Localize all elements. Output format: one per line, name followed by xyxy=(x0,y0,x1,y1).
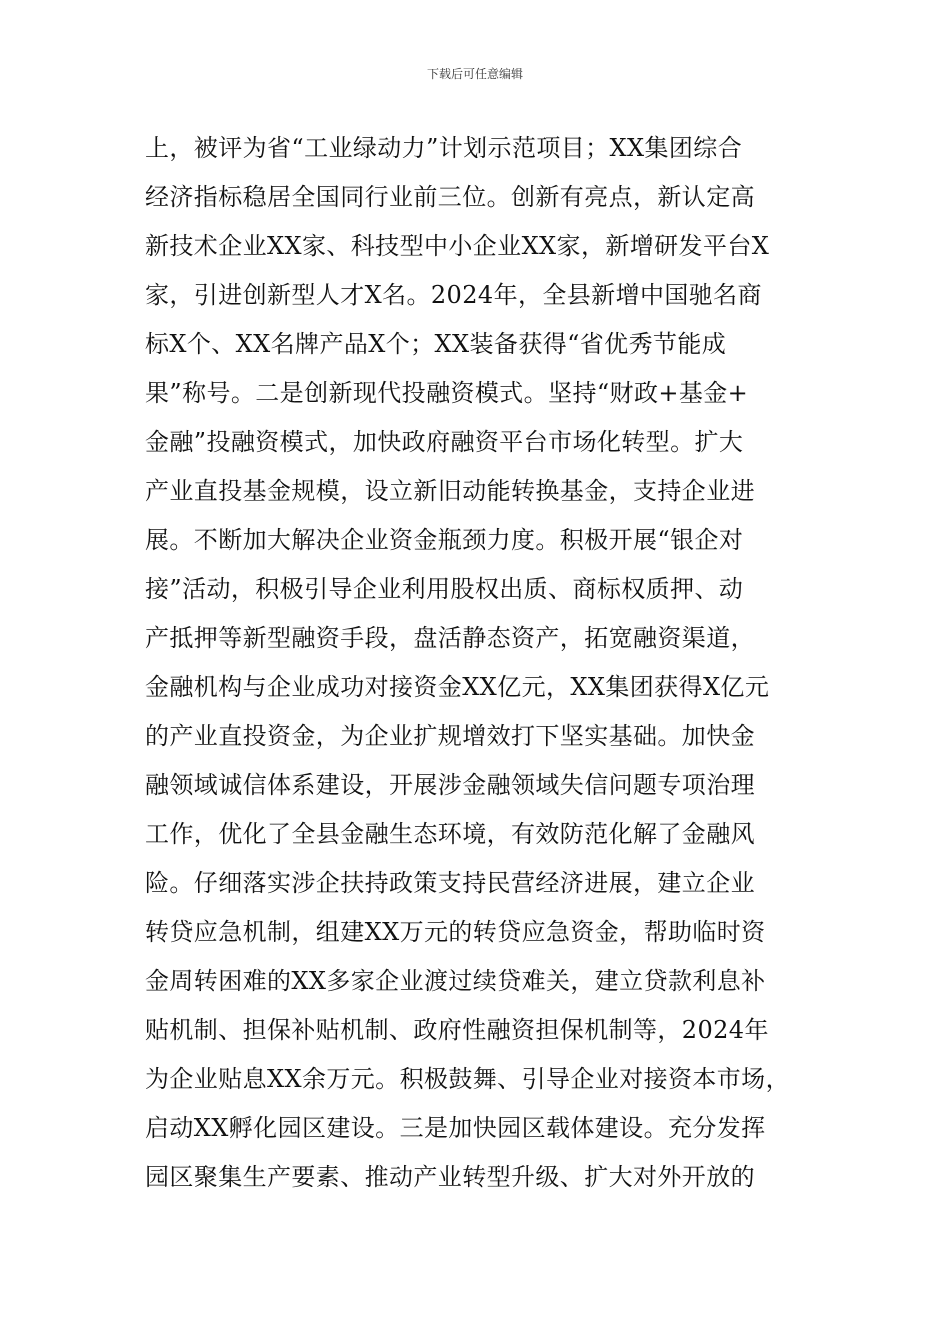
text-line: 转贷应急机制，组建XX万元的转贷应急资金，帮助临时资 xyxy=(145,918,766,946)
text-line: 展。不断加大解决企业资金瓶颈力度。积极开展“银企对 xyxy=(145,526,744,554)
text-line: 贴机制、担保补贴机制、政府性融资担保机制等，2024年 xyxy=(145,1016,769,1044)
text-line: 标X个、XX名牌产品X个；XX装备获得“省优秀节能成 xyxy=(145,330,727,358)
text-line: 险。仔细落实涉企扶持政策支持民营经济进展，建立企业 xyxy=(145,869,755,897)
text-line: 果”称号。二是创新现代投融资模式。坚持“财政+基金+ xyxy=(145,379,749,407)
text-line: 经济指标稳居全国同行业前三位。创新有亮点，新认定高 xyxy=(145,183,755,211)
text-line: 工作，优化了全县金融生态环境，有效防范化解了金融风 xyxy=(145,820,755,848)
text-line: 融领域诚信体系建设，开展涉金融领域失信问题专项治理 xyxy=(145,771,755,799)
text-line: 的产业直投资金，为企业扩规增效打下坚实基础。加快金 xyxy=(145,722,755,750)
text-line: 产抵押等新型融资手段，盘活静态资产，拓宽融资渠道， xyxy=(145,624,755,652)
text-line: 产业直投基金规模，设立新旧动能转换基金，支持企业进 xyxy=(145,477,755,505)
text-line: 园区聚集生产要素、推动产业转型升级、扩大对外开放的 xyxy=(145,1163,755,1191)
text-line: 为企业贴息XX余万元。积极鼓舞、引导企业对接资本市场， xyxy=(145,1065,790,1093)
text-line: 上，被评为省“工业绿动力”计划示范项目；XX集团综合 xyxy=(145,134,743,162)
text-line: 家，引进创新型人才X名。2024年，全县新增中国驰名商 xyxy=(145,281,762,309)
page-header: 下载后可任意编辑 xyxy=(426,67,523,81)
text-line: 新技术企业XX家、科技型中小企业XX家，新增研发平台X xyxy=(145,232,770,260)
document-body xyxy=(145,124,825,1202)
text-line: 启动XX孵化园区建设。三是加快园区载体建设。充分发挥 xyxy=(145,1114,766,1142)
text-line: 金周转困难的XX多家企业渡过续贷难关，建立贷款利息补 xyxy=(145,967,766,995)
text-line: 金融机构与企业成功对接资金XX亿元，XX集团获得X亿元 xyxy=(145,673,770,701)
text-line: 接”活动，积极引导企业利用股权出质、商标权质押、动 xyxy=(145,575,744,603)
text-line: 金融”投融资模式，加快政府融资平台市场化转型。扩大 xyxy=(145,428,744,456)
